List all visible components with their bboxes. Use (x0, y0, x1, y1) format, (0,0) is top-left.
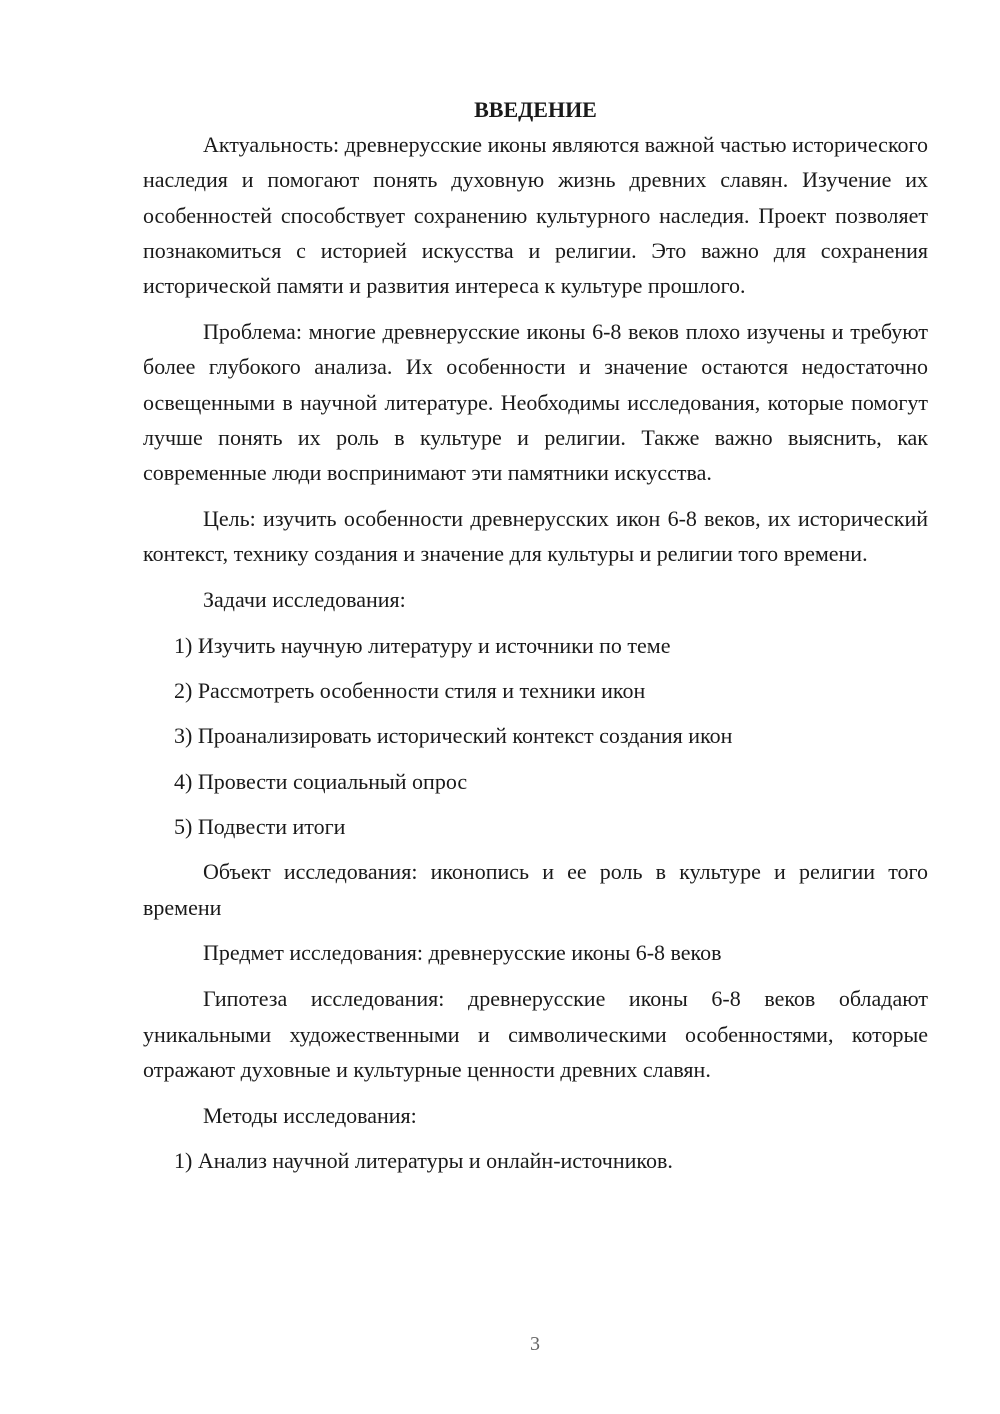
paragraph-problem: Проблема: многие древнерусские иконы 6-8 веков плохо изучены и требуют более глубокого анализа. Их особенности и значение остаются недостаточно освещенными в научной литературе. Необходимы исследования, которые помогут лучше понять их роль в культуре и религии. Также важно выяснить, как современные люди воспринимают эти памятники искусства. (143, 318, 928, 486)
paragraph-object: Объект исследования: иконопись и ее роль в культуре и религии того времени (143, 859, 928, 920)
methods-list (143, 1143, 928, 1178)
list-item: 4) Провести социальный опрос (174, 768, 468, 794)
paragraph-subject: Предмет исследования: древнерусские иконы 6-8 веков (203, 940, 722, 966)
list-item: 5) Подвести итоги (174, 814, 346, 840)
tasks-heading: Задачи исследования: (203, 587, 406, 613)
list-item: 2) Рассмотреть особенности стиля и техники икон (174, 678, 646, 704)
methods-heading: Методы исследования: (203, 1102, 417, 1128)
paragraph-goal: Цель: изучить особенности древнерусских икон 6-8 веков, их исторический контекст, технику создания и значение для культуры и религии того времени. (143, 505, 928, 567)
list-item: 1) Анализ научной литературы и онлайн-источников. (174, 1148, 673, 1174)
paragraph-hypothesis: Гипотеза исследования: древнерусские иконы 6-8 веков обладают уникальными художественными и символическими особенностями, которые отражают духовные и культурные ценности древних славян. (143, 986, 928, 1082)
document-page (143, 92, 928, 1189)
tasks-list (143, 628, 928, 844)
page-number: 3 (530, 1333, 540, 1355)
list-item: 1) Изучить научную литературу и источники по теме (174, 632, 671, 658)
page-title: ВВЕДЕНИЕ (474, 97, 597, 122)
list-item: 3) Проанализировать исторический контекст создания икон (174, 723, 733, 749)
paragraph-relevance: Актуальность: древнерусские иконы являются важной частью исторического наследия и помогают понять духовную жизнь древних славян. Изучение их особенностей способствует сохранению культурного наследия. Проект позволяет познакомиться с историей искусства и религии. Это важно для сохранения исторической памяти и развития интереса к культуре прошлого. (143, 132, 928, 299)
